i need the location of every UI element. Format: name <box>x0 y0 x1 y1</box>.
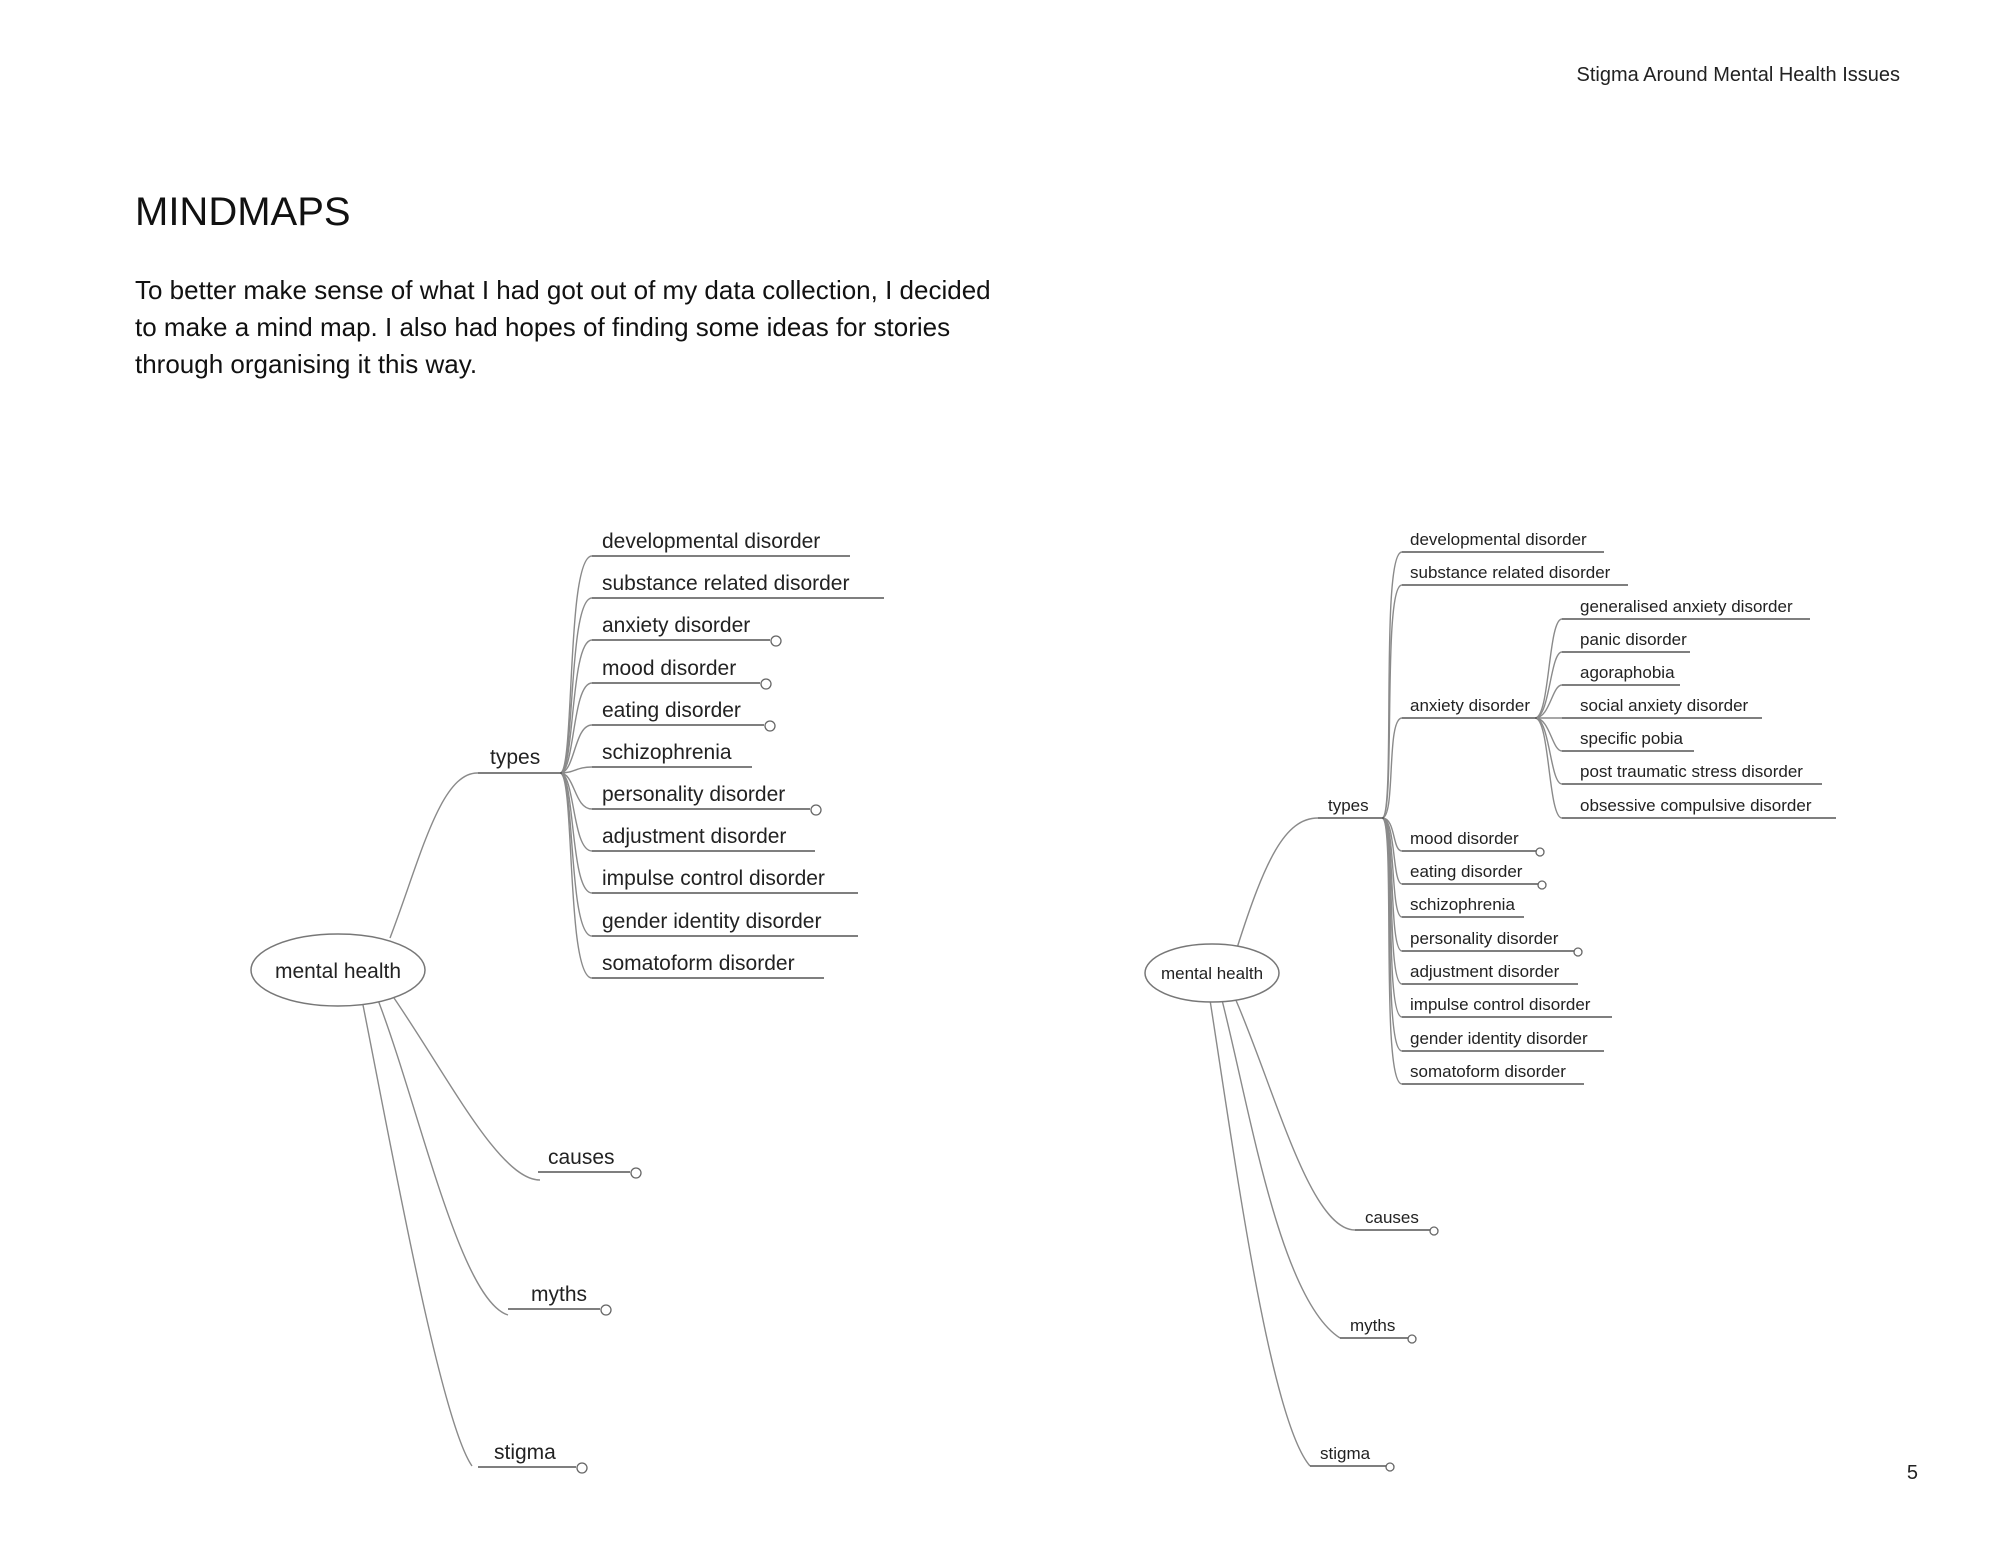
edge-root-types <box>390 773 478 938</box>
node-social-anxiety-disorder: social anxiety disorder <box>1580 696 1749 715</box>
collapsed-node-icon[interactable] <box>577 1463 587 1473</box>
node-panic-disorder: panic disorder <box>1580 630 1687 649</box>
page-number: 5 <box>1906 1462 1918 1484</box>
branch-types: types <box>490 746 541 769</box>
intro-paragraph: To better make sense of what I had got out of my data collection, I decided to make a mind map. I also had hopes of finding some ideas for stories through organising it this way. <box>135 275 991 379</box>
collapsed-node-icon[interactable] <box>1574 948 1582 956</box>
node-personality-disorder: personality disorder <box>602 783 786 806</box>
collapsed-node-icon[interactable] <box>811 805 821 815</box>
node-substance-related-disorder: substance related disorder <box>602 572 850 595</box>
branch-myths: myths <box>531 1283 588 1306</box>
node-adjustment-disorder: adjustment disorder <box>602 825 787 848</box>
edge-root-causes <box>1235 998 1355 1230</box>
root-node: mental health <box>274 960 402 983</box>
collapsed-node-icon[interactable] <box>631 1168 641 1178</box>
node-eating-disorder: eating disorder <box>1410 862 1523 881</box>
node-post-traumatic-stress-disorder: post traumatic stress disorder <box>1580 762 1803 781</box>
edge-root-stigma <box>1210 1000 1310 1466</box>
edge-root-causes <box>394 998 540 1180</box>
collapsed-node-icon[interactable] <box>765 721 775 731</box>
node-somatoform-disorder: somatoform disorder <box>602 952 795 975</box>
branch-stigma: stigma <box>494 1441 556 1464</box>
node-schizophrenia: schizophrenia <box>1410 895 1515 914</box>
collapsed-node-icon[interactable] <box>601 1305 611 1315</box>
edge-root-myths <box>378 1000 508 1315</box>
node-anxiety-disorder: anxiety disorder <box>602 614 751 637</box>
node-somatoform-disorder: somatoform disorder <box>1410 1062 1566 1081</box>
node-generalised-anxiety-disorder: generalised anxiety disorder <box>1580 597 1793 616</box>
node-gender-identity-disorder: gender identity disorder <box>602 910 822 933</box>
node-personality-disorder: personality disorder <box>1410 929 1559 948</box>
root-node: mental health <box>1160 964 1264 983</box>
branch-causes: causes <box>1365 1208 1419 1227</box>
node-specific-pobia: specific pobia <box>1580 729 1684 748</box>
running-header: Stigma Around Mental Health Issues <box>1576 64 1900 86</box>
collapsed-node-icon[interactable] <box>761 679 771 689</box>
edge-root-myths <box>1222 1000 1340 1338</box>
edge-root-types <box>1237 818 1318 948</box>
node-substance-related-disorder: substance related disorder <box>1410 563 1611 582</box>
branch-types: types <box>1328 796 1369 815</box>
collapsed-node-icon[interactable] <box>771 636 781 646</box>
node-agoraphobia: agoraphobia <box>1580 663 1675 682</box>
node-obsessive-compulsive-disorder: obsessive compulsive disorder <box>1580 796 1812 815</box>
page-title: MINDMAPS <box>135 190 351 234</box>
node-mood-disorder: mood disorder <box>602 657 737 680</box>
node-eating-disorder: eating disorder <box>602 699 741 722</box>
node-gender-identity-disorder: gender identity disorder <box>1410 1029 1588 1048</box>
branch-causes: causes <box>548 1146 615 1169</box>
collapsed-node-icon[interactable] <box>1430 1227 1438 1235</box>
collapsed-node-icon[interactable] <box>1536 848 1544 856</box>
node-impulse-control-disorder: impulse control disorder <box>1410 995 1591 1014</box>
branch-myths: myths <box>1350 1316 1396 1335</box>
mindmap-right <box>1145 530 1836 1471</box>
collapsed-node-icon[interactable] <box>1538 881 1546 889</box>
node-mood-disorder: mood disorder <box>1410 829 1519 848</box>
node-developmental-disorder: developmental disorder <box>1410 530 1587 549</box>
mindmap-left <box>251 530 884 1473</box>
node-schizophrenia: schizophrenia <box>602 741 732 764</box>
node-impulse-control-disorder: impulse control disorder <box>602 867 825 890</box>
branch-stigma: stigma <box>1320 1444 1371 1463</box>
node-adjustment-disorder: adjustment disorder <box>1410 962 1560 981</box>
collapsed-node-icon[interactable] <box>1386 1463 1394 1471</box>
node-developmental-disorder: developmental disorder <box>602 530 821 553</box>
node-anxiety-disorder: anxiety disorder <box>1410 696 1531 715</box>
collapsed-node-icon[interactable] <box>1408 1335 1416 1343</box>
